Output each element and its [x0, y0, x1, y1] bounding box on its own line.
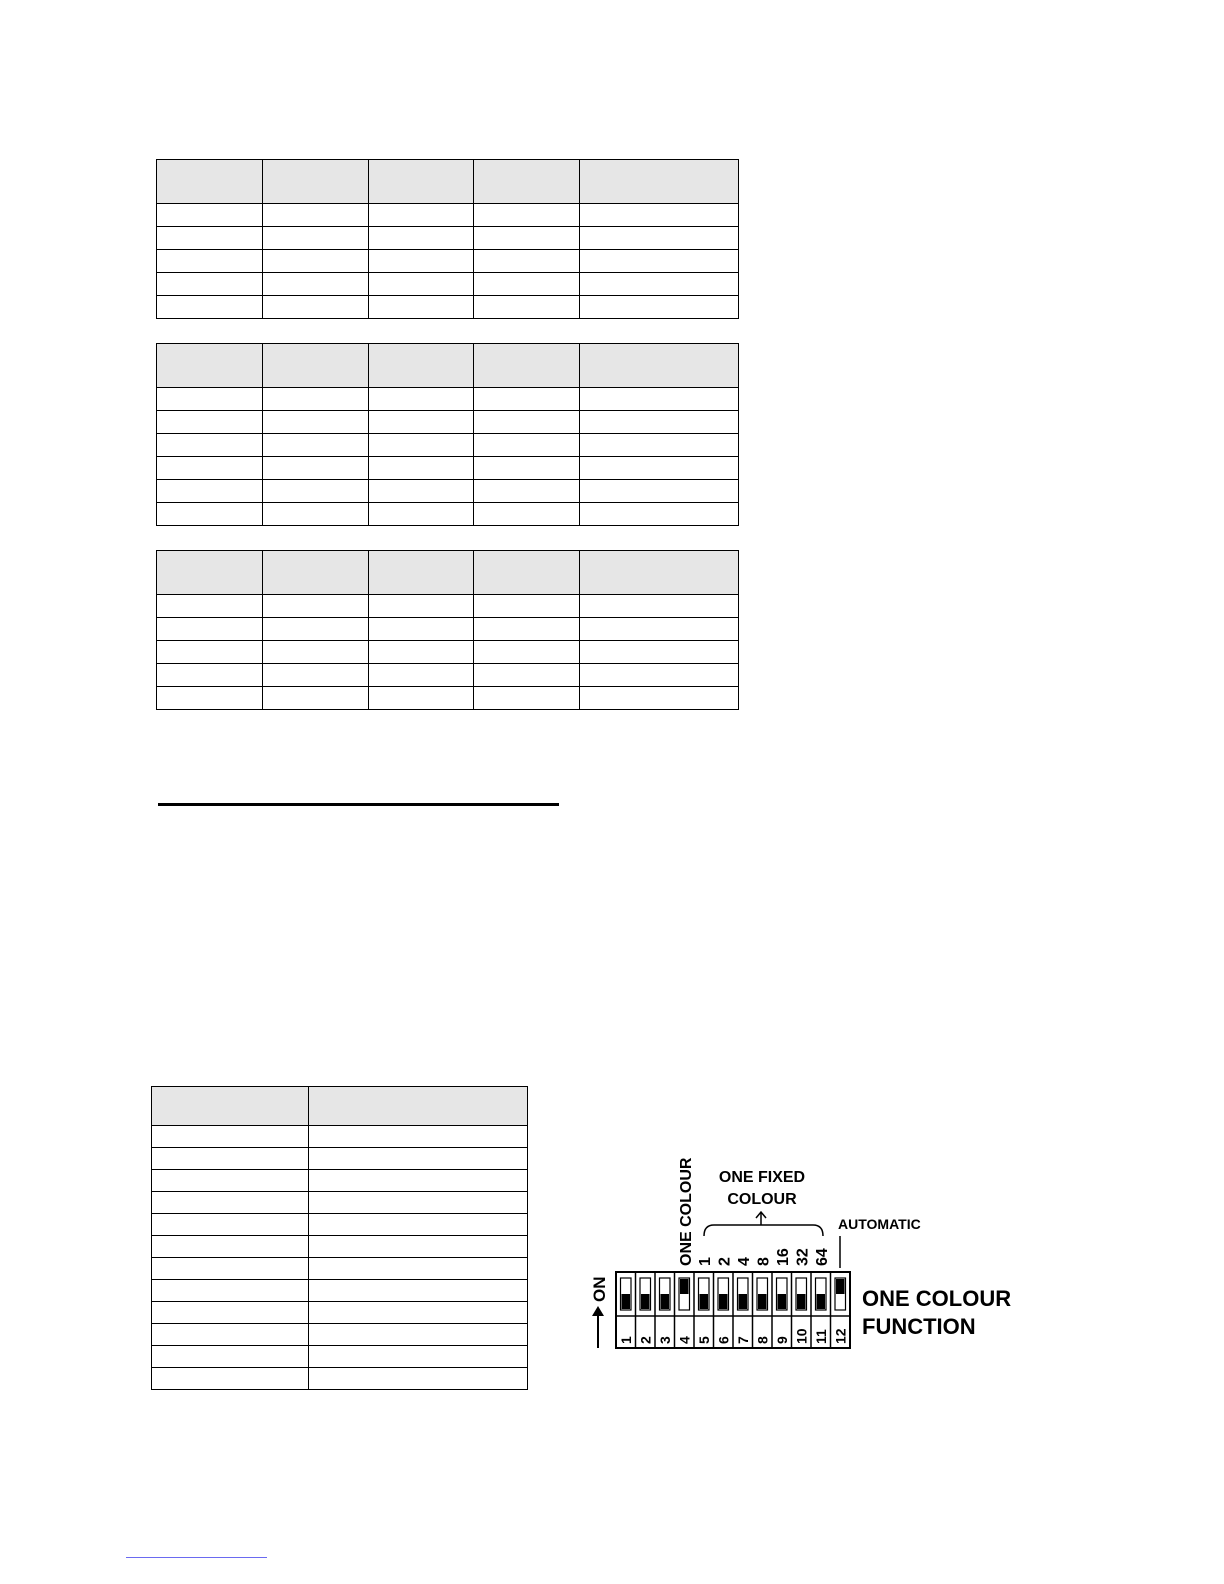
switch-knob-off — [797, 1294, 806, 1309]
table-row — [157, 503, 739, 526]
switch-number: 4 — [676, 1336, 693, 1344]
switch-value-label: 16 — [774, 1248, 792, 1266]
switch-knob-off — [817, 1294, 826, 1309]
table-row — [157, 480, 739, 503]
table-header-row — [152, 1087, 528, 1126]
table-row — [152, 1170, 528, 1192]
switch-value-label: 32 — [794, 1248, 812, 1266]
table-row — [152, 1368, 528, 1390]
dip-switch-diagram — [580, 1140, 1040, 1355]
on-label: ON — [590, 1276, 609, 1302]
table-row — [157, 457, 739, 480]
switch-number: 1 — [617, 1336, 634, 1344]
switch-number: 6 — [715, 1336, 732, 1344]
one-colour-function-label-line2: FUNCTION — [862, 1314, 976, 1339]
footer-link-underline — [126, 1557, 267, 1558]
switch-knob-off — [700, 1294, 709, 1309]
automatic-label: AUTOMATIC — [838, 1216, 921, 1232]
one-fixed-colour-label-line2: COLOUR — [727, 1191, 797, 1208]
table-row — [157, 204, 739, 227]
switch-knob-off — [719, 1294, 728, 1309]
switch-value-label: 2 — [716, 1257, 734, 1266]
table-row — [152, 1346, 528, 1368]
on-arrow-icon — [592, 1306, 604, 1348]
switch-number: 9 — [773, 1336, 790, 1344]
bracket-icon — [704, 1225, 823, 1236]
one-fixed-colour-label-line1: ONE FIXED — [718, 1169, 806, 1186]
one-colour-vertical-label: ONE COLOUR — [678, 1157, 695, 1266]
switch-knob-on — [680, 1279, 689, 1294]
table-header-row — [157, 551, 739, 595]
table-row — [152, 1302, 528, 1324]
switch-number: 12 — [832, 1328, 849, 1344]
table-row — [157, 273, 739, 296]
switch-value-label: 4 — [735, 1257, 753, 1266]
switch-number: 5 — [695, 1336, 712, 1344]
section-heading-underline — [158, 803, 559, 806]
table-2 — [156, 343, 739, 526]
switch-knob-off — [758, 1294, 767, 1309]
switch-number: 2 — [637, 1336, 654, 1344]
arrow-up-icon — [756, 1212, 766, 1225]
switch-number: 7 — [734, 1336, 751, 1344]
table-row — [152, 1214, 528, 1236]
table-row — [157, 411, 739, 434]
switch-value-label: 8 — [755, 1257, 773, 1266]
switch-knob-off — [739, 1294, 748, 1309]
table-row — [152, 1324, 528, 1346]
one-colour-function-label-line1: ONE COLOUR — [862, 1286, 1012, 1311]
table-4 — [151, 1086, 528, 1390]
table-row — [152, 1148, 528, 1170]
switch-knob-off — [641, 1294, 650, 1309]
table-row — [157, 227, 739, 250]
switch-number: 3 — [656, 1336, 673, 1344]
table-row — [152, 1280, 528, 1302]
table-row — [157, 595, 739, 618]
switch-number: 10 — [793, 1328, 810, 1344]
switch-knob-off — [778, 1294, 787, 1309]
switch-value-label: 64 — [813, 1248, 831, 1266]
table-row — [152, 1258, 528, 1280]
switch-knob-off — [661, 1294, 670, 1309]
table-header-row — [157, 160, 739, 204]
table-row — [157, 641, 739, 664]
switch-knob-off — [622, 1294, 631, 1309]
table-row — [157, 687, 739, 710]
switch-value-label: 1 — [696, 1257, 714, 1266]
table-row — [157, 434, 739, 457]
table-row — [157, 618, 739, 641]
table-header-row — [157, 344, 739, 388]
table-row — [157, 250, 739, 273]
table-row — [157, 388, 739, 411]
switch-number: 8 — [754, 1336, 771, 1344]
switch-knob-on — [836, 1279, 845, 1294]
table-row — [152, 1126, 528, 1148]
table-1 — [156, 159, 739, 319]
table-row — [152, 1236, 528, 1258]
table-row — [152, 1192, 528, 1214]
table-row — [157, 664, 739, 687]
table-3 — [156, 550, 739, 710]
table-row — [157, 296, 739, 319]
switch-number: 11 — [812, 1329, 829, 1344]
